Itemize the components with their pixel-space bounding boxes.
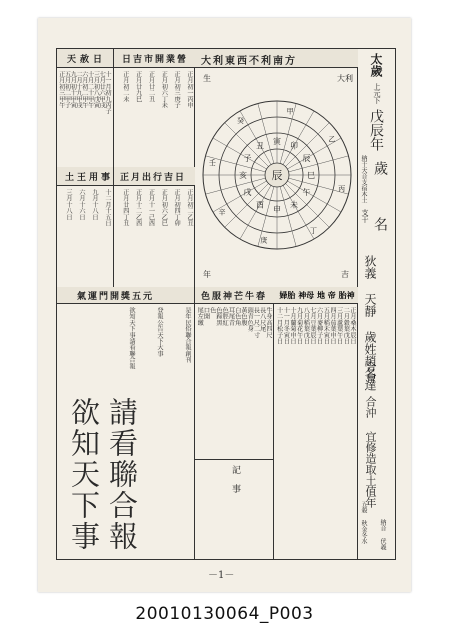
chunniu-col-6: 耳尾青 xyxy=(227,307,235,326)
right-panel-zhi: 支干 xyxy=(361,209,369,223)
compass-corner-2: 吉 xyxy=(341,270,349,279)
kaishi-col-2: 正月初六丁未 xyxy=(160,71,168,109)
right-panel-name: 名 xyxy=(372,217,388,231)
bottom-left2-columns xyxy=(116,189,193,285)
chuxing-col-4: 正月十二乙酉 xyxy=(134,189,142,227)
compass-panel xyxy=(194,49,358,288)
compass-diagram xyxy=(195,67,358,285)
top-mid-columns xyxy=(116,71,193,165)
taishen-col-5: 六月麥柳子日 xyxy=(315,307,323,345)
bottom-right-header-3: 帝 xyxy=(327,290,336,300)
taishen-col-6: 七月豆葉辰日 xyxy=(308,307,316,345)
chunniu-col-8: 色蹄黑 xyxy=(215,307,222,326)
image-caption: 20010130064_P003 xyxy=(135,604,314,624)
top-mid-table xyxy=(113,49,195,168)
bottom-right-columns xyxy=(276,307,356,555)
bottom-right-header-1: 神母 xyxy=(298,290,315,300)
chunniu-col-9: 色 xyxy=(208,307,216,314)
top-left-table xyxy=(57,49,113,168)
right-panel-hehe: 合會 合沖 宜修造取土值年 xyxy=(364,361,377,508)
taishen-col-2: 三月蘆葉午日 xyxy=(335,307,343,345)
top-left-columns xyxy=(59,71,111,165)
compass-center: 辰 xyxy=(271,169,283,182)
compass-branch-label: 未 xyxy=(290,200,298,210)
compass-branch-label: 子 xyxy=(243,154,252,163)
bottom-right-header-bar xyxy=(274,287,358,304)
compass-branch-label: 巳 xyxy=(307,171,315,180)
chuxing-col-0: 正月初二乙丑 xyxy=(185,189,193,227)
ad-header-bar xyxy=(57,287,194,304)
bottom-mid-columns xyxy=(197,307,272,457)
ad-note-0: 是年民俗聯合報創刊 xyxy=(184,307,191,363)
compass-corner-0: 大利 xyxy=(337,74,353,83)
notes-divider xyxy=(195,459,274,460)
compass-branch-label: 戌 xyxy=(243,188,252,197)
top-mid-header-bar xyxy=(114,49,195,68)
taishen-col-1: 二月穀葉戊日 xyxy=(342,307,350,345)
tuwang-col-2: 六月十六日 xyxy=(78,189,85,220)
compass-title: 大利東西不利南方 xyxy=(201,56,297,67)
chuxing-col-2: 正月初六乙巳 xyxy=(160,189,168,227)
kaishi-col-4: 正月廿九巳 xyxy=(134,71,142,102)
right-panel-year: 戊辰年 xyxy=(368,109,384,151)
page-number: －1－ xyxy=(208,570,235,581)
taishen-col-8: 九月菊花午日 xyxy=(295,307,303,345)
tuwang-col-1: 九月十八日 xyxy=(91,189,98,220)
chunniu-col-5: 白色角 xyxy=(233,307,241,326)
almanac-page xyxy=(38,18,411,592)
right-panel-wu: 五穀 秋金冬水 xyxy=(360,501,367,544)
bottom-right-headers xyxy=(278,290,356,301)
compass-stem-label: 丙 xyxy=(338,185,346,194)
compass-branch-label: 辰 xyxy=(302,154,311,163)
bottom-left2-header: 正月出行吉日 xyxy=(120,173,187,183)
chunniu-col-7: 色脛紅 xyxy=(221,307,229,326)
taishen-col-7: 八月稻葉戊日 xyxy=(302,307,310,345)
chunniu-col-11: 尾左繳 xyxy=(196,307,204,326)
taishen-col-0: 正月桑木辰日 xyxy=(348,307,356,345)
ad-header: 氣運門開獎五元 xyxy=(77,292,155,302)
compass-branch-label: 酉 xyxy=(256,200,264,210)
kaishi-col-0: 正月初一丙申 xyxy=(185,71,193,109)
taishen-col-9: 十月蘭菊申日 xyxy=(288,307,296,345)
notes-header: 記 事 xyxy=(230,465,240,493)
compass-corner-1: 年 xyxy=(203,270,211,279)
bottom-mid-header: 色服神芒牛春 xyxy=(201,292,268,302)
compass-branch-label: 申 xyxy=(273,205,281,214)
ad-note-2: 欲知天下事請看聯合報 xyxy=(128,307,135,369)
compass-stem-label: 辛 xyxy=(218,208,226,217)
compass-branch-label: 卯 xyxy=(290,141,298,151)
kaishi-col-3: 正月廿二丑 xyxy=(147,71,155,102)
taishen-col-3: 四月茄葉申日 xyxy=(328,307,336,345)
tianshe-col-7: 五月初二甲子 xyxy=(63,71,71,109)
right-panel-header: 太歲 xyxy=(369,53,383,77)
compass-branch-label: 丑 xyxy=(256,141,264,151)
compass-stem-label: 乙 xyxy=(328,135,336,144)
right-panel xyxy=(357,49,396,559)
compass-branch-label: 午 xyxy=(302,188,311,197)
bottom-left-table xyxy=(57,167,113,288)
compass-title-bar xyxy=(195,49,358,68)
chuxing-col-3: 正月十一己酉 xyxy=(147,189,155,227)
bottom-right-header-0: 婦胎 xyxy=(279,290,296,300)
chuxing-col-5: 正月廿四丁丑 xyxy=(121,189,129,227)
bottom-left-header: 土王用事 xyxy=(65,173,114,183)
top-left-header: 天赦日 xyxy=(67,55,107,65)
taishen-col-11: 十二月松子日 xyxy=(275,307,283,345)
compass-stem-label: 壬 xyxy=(208,158,216,167)
right-panel-nayin: 納干天音支宿木土 xyxy=(360,155,367,203)
chunniu-col-10: 口開 xyxy=(202,307,210,320)
compass-branch-label: 寅 xyxy=(273,137,281,146)
compass-stem-label: 庚 xyxy=(260,236,268,245)
tianshe-col-4: 六月初二甲午 xyxy=(80,71,88,109)
ad-headline-2: 欲知天下事 xyxy=(67,397,101,552)
taishen-col-10: 十一月冬寅日 xyxy=(282,307,290,345)
compass-stem-label: 甲 xyxy=(286,107,294,116)
bottom-left-columns xyxy=(59,189,111,285)
taishen-col-4: 五月稻禾寅日 xyxy=(322,307,330,345)
chunniu-col-0: 牛身高四尺 xyxy=(265,307,272,338)
bottom-left-panel xyxy=(57,287,194,559)
tuwang-col-3: 三月十八日 xyxy=(65,189,72,220)
tianshe-col-6: 九月初十甲寅 xyxy=(69,71,77,109)
kaishi-col-1: 正月初三庚子 xyxy=(173,71,181,109)
chunniu-col-3: 頭青色身 xyxy=(246,307,254,332)
compass-stem-label: 丁 xyxy=(309,227,317,236)
chuxing-col-1: 正月初四丁卯 xyxy=(173,189,181,227)
bottom-mid-panel xyxy=(194,287,274,559)
right-panel-extra: 納音 伏羲 xyxy=(379,519,386,550)
top-mid-header: 日吉市開業營 xyxy=(122,55,189,65)
compass-corner-3: 生 xyxy=(203,74,211,83)
almanac-frame xyxy=(56,48,396,560)
bottom-right-header-4: 胎神 xyxy=(338,290,355,300)
compass-branch-label: 亥 xyxy=(239,171,247,180)
kaishi-col-5: 正月初二未 xyxy=(121,71,129,102)
tianshe-col-8: 正月初三甲午 xyxy=(57,71,65,109)
right-panel-tianjin: 狄義 天靜 歲姓趙名達 xyxy=(363,255,377,391)
ad-headline-1: 請看聯合報 xyxy=(105,397,139,552)
chunniu-col-4: 黃色腹 xyxy=(240,307,247,326)
tianshe-col-0: 十一月初九丙子 xyxy=(103,71,111,115)
bottom-right-panel xyxy=(273,287,358,559)
bottom-left2-table xyxy=(113,167,195,288)
chunniu-col-1: 長八尺尾 xyxy=(258,307,266,332)
right-panel-sui: 歲 xyxy=(372,161,388,175)
tuwang-col-0: 十二月十五日 xyxy=(104,189,111,227)
ad-notes xyxy=(107,307,191,411)
chunniu-col-2: 長一尺二寸 xyxy=(252,307,260,338)
tianshe-col-3: 十月二十甲午 xyxy=(86,71,94,109)
right-panel-yuan: 上元下 xyxy=(373,83,381,104)
top-left-header-bar xyxy=(57,49,113,68)
tianshe-col-1: 七月廿六甲戌 xyxy=(98,71,106,109)
ad-note-1: 登報公告天下大事 xyxy=(156,307,163,357)
bottom-mid-header-bar xyxy=(195,287,274,304)
tianshe-col-2: 三月初八戊寅 xyxy=(92,71,100,109)
compass-stem-label: 癸 xyxy=(237,116,245,125)
bottom-left2-header-bar xyxy=(114,167,195,186)
bottom-right-header-2: 地 xyxy=(316,290,325,300)
bottom-left-header-bar xyxy=(57,167,113,186)
tianshe-col-5: 二月十九甲戌 xyxy=(75,71,83,109)
